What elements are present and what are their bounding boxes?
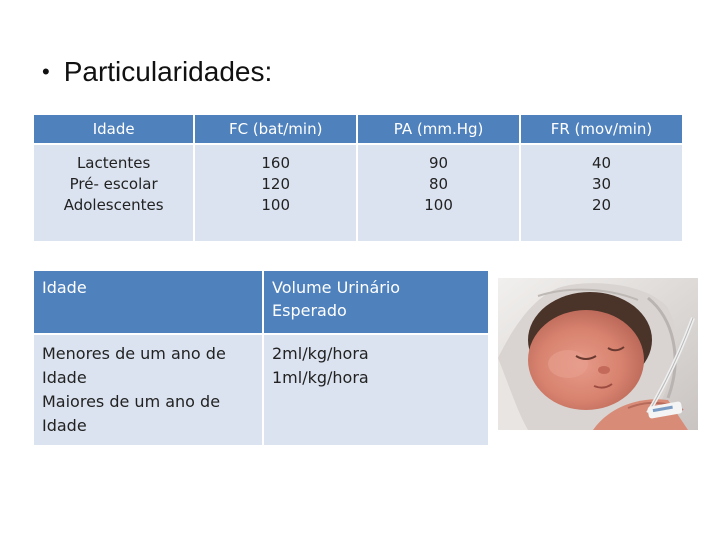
- respiratory-rate-cell: [520, 144, 682, 241]
- age-groups-cell: [34, 334, 263, 445]
- urine-volume-cell: [263, 334, 488, 445]
- blood-pressure-value: 100: [424, 196, 453, 214]
- blood-pressure-value: 80: [429, 175, 449, 193]
- age-group: Adolescentes: [63, 196, 164, 214]
- vital-signs-table: [34, 115, 682, 241]
- table-row: [34, 334, 488, 445]
- heart-rate-value: 120: [261, 175, 291, 193]
- urine-volume-table: [34, 271, 488, 445]
- respiratory-rate-value: 40: [591, 154, 612, 172]
- blood-pressure-cell: [357, 144, 520, 241]
- age-group: Menores de um ano de Idade: [42, 344, 226, 387]
- respiratory-rate-value: 20: [591, 196, 612, 214]
- slide-title: [42, 56, 272, 88]
- age-group: Pré- escolar: [69, 175, 158, 193]
- urine-volume-value: 1ml/kg/hora: [272, 368, 369, 387]
- blood-pressure-value: 90: [429, 154, 449, 172]
- urine-volume-value: 2ml/kg/hora: [272, 344, 369, 363]
- newborn-photo: [498, 278, 698, 430]
- header-respiratory-rate: FR (mov/min): [520, 115, 682, 144]
- age-group: Lactentes: [76, 154, 151, 172]
- header-expected-urine-volume: [263, 271, 488, 334]
- header-line: Volume Urinário: [272, 278, 401, 297]
- table-header-row: [34, 115, 682, 144]
- age-groups-cell: [34, 144, 194, 241]
- heart-rate-value: 100: [261, 196, 291, 214]
- age-group: Maiores de um ano de Idade: [42, 392, 221, 435]
- table-row: [34, 144, 682, 241]
- header-heart-rate: FC (bat/min): [194, 115, 357, 144]
- table-header-row: [34, 271, 488, 334]
- header-age: Idade: [34, 115, 194, 144]
- header-age: Idade: [34, 271, 263, 334]
- heart-rate-cell: [194, 144, 357, 241]
- header-line: Esperado: [272, 301, 347, 320]
- header-blood-pressure: PA (mm.Hg): [357, 115, 520, 144]
- heart-rate-value: 160: [261, 154, 291, 172]
- newborn-baby-illustration: [498, 278, 698, 430]
- respiratory-rate-value: 30: [591, 175, 612, 193]
- bullet-icon: •: [42, 59, 50, 84]
- title-text: Particularidades:: [63, 56, 273, 87]
